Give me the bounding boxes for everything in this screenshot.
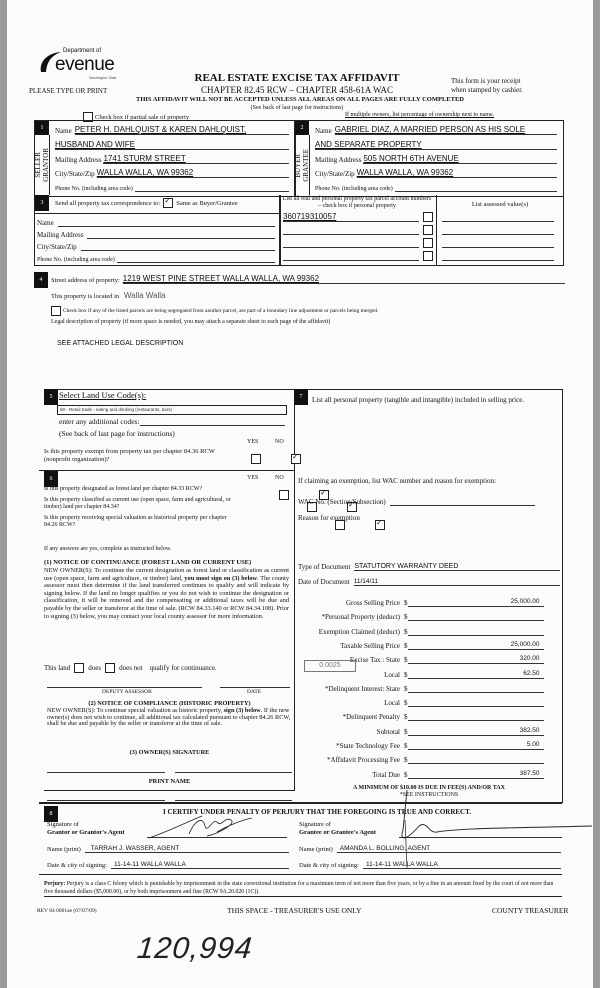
seller-name-field-1[interactable]: PETER H. DAHLQUIST & KAREN DAHLQUIST, (75, 125, 289, 135)
notice-compliance-text (47, 708, 292, 728)
certification-statement: I CERTIFY UNDER PENALTY OF PERJURY THAT THE FOREGOING IS TRUE AND CORRECT. (162, 808, 471, 816)
personal-property-checkbox[interactable] (423, 212, 433, 222)
amount-label: Gross Selling Price (345, 599, 400, 607)
grantee-signature-label (299, 821, 376, 837)
corr-mailing-label: Mailing Address (37, 231, 84, 239)
parcel-row (283, 224, 433, 235)
additional-codes-label: enter any additional codes: (59, 417, 140, 426)
amount-row (298, 625, 560, 636)
amount-label: *Delinquent Penalty (342, 713, 400, 722)
amount-field[interactable]: 25,000.00 (408, 641, 544, 650)
reason-label: Reason for exemption (298, 514, 360, 522)
amount-row (298, 682, 560, 693)
section-number-7: 7 (294, 389, 308, 405)
does-not-label: does not (119, 664, 143, 672)
local-rate-field[interactable]: 0.0025 (304, 660, 356, 672)
perjury-bold: Perjury: (44, 881, 66, 887)
grantor-name-field[interactable]: TARRAH J. WASSER, AGENT (85, 845, 289, 853)
amount-row (298, 596, 560, 607)
amount-label: Excise Tax : State (349, 656, 400, 665)
amount-field[interactable] (408, 712, 544, 721)
personal-property-checkbox[interactable] (423, 225, 433, 235)
street-address-label: Street address of property: (51, 277, 120, 284)
corr-phone-label: Phone No. (including area code) (37, 257, 115, 263)
grantor-date-row (47, 858, 289, 869)
parcel-number-field[interactable]: 360719310057 (283, 212, 419, 222)
partial-sale-label: Check box if partial sale of property (95, 113, 190, 121)
corr-phone-field[interactable] (117, 254, 275, 263)
grantee-sig-label-2: Grantee or Grantee's Agent (299, 829, 376, 836)
amount-field[interactable]: 62.50 (408, 670, 544, 679)
amount-label: Total Due (372, 770, 400, 779)
amount-label: Local (384, 670, 400, 679)
if-yes-instruction: If any answers are yes, complete as instructed below. (44, 546, 172, 552)
located-in-field[interactable]: Walla Walla (123, 291, 166, 300)
amount-field[interactable]: 387.50 (408, 770, 544, 779)
grantee-name-label: Name (print) (299, 846, 333, 853)
section-8-bottom-divider (39, 874, 562, 875)
seller-label: SELLER (34, 152, 42, 178)
assessor-date-label: DATE (247, 689, 262, 695)
yes-header: YES (247, 475, 259, 481)
currency-symbol: $ (404, 670, 408, 679)
doc-date-field[interactable]: 11/14/11 (354, 578, 560, 586)
segregated-label: Check box if any of the listed parcels are being segregated from another parcel, are part of a boundary line adjustment or parcels being merged. (63, 308, 379, 314)
seller-name-field-2[interactable]: HUSBAND AND WIFE (55, 140, 289, 150)
logo-top-text: Department of (63, 48, 102, 54)
buyer-side-label (295, 135, 310, 195)
section-number-8: 8 (44, 806, 58, 822)
owner-signature-line-2[interactable] (175, 772, 292, 773)
currency-symbol: $ (404, 742, 408, 750)
grantor-signature-label (47, 821, 125, 837)
grantee-name-row (299, 842, 561, 853)
buyer-phone-label: Phone No. (including area code) (315, 186, 393, 192)
located-in-label: This property is located in (51, 293, 120, 300)
seller-mailing-row (55, 152, 289, 164)
street-address-field[interactable]: 1219 WEST PINE STREET WALLA WALLA, WA 99362 (123, 274, 565, 284)
buyer-city-field[interactable]: WALLA WALLA, WA 99362 (357, 168, 557, 178)
doc-date-label: Date of Document (298, 578, 350, 586)
perjury-notice (44, 880, 562, 897)
treasurer-use-label: THIS SPACE - TREASURER'S USE ONLY (227, 906, 362, 915)
amount-label: Local (384, 699, 400, 708)
grantee-date-field[interactable]: 11-14-11 WALLA WALLA (363, 861, 561, 869)
amount-label: *State Technology Fee (336, 742, 400, 750)
currency-symbol: $ (404, 713, 408, 722)
currency-symbol: $ (404, 770, 408, 779)
please-type-note: PLEASE TYPE OR PRINT (29, 87, 108, 95)
form-title: REAL ESTATE EXCISE TAX AFFIDAVIT (194, 72, 400, 84)
currency-symbol: $ (404, 613, 408, 622)
amount-field[interactable]: 382.50 (408, 727, 544, 736)
grantor-name-label: Name (print) (47, 846, 81, 853)
amount-field[interactable]: 5.00 (408, 741, 544, 750)
buyer-mailing-label: Mailing Address (315, 156, 362, 164)
land-use-label: Select Land Use Code(s): (59, 390, 147, 400)
notice-continuance-text (44, 567, 289, 620)
section-number-5: 5 (44, 389, 58, 405)
legal-description-field[interactable]: SEE ATTACHED LEGAL DESCRIPTION (57, 340, 184, 347)
buyer-mailing-row (315, 152, 557, 164)
parcel-row (283, 237, 433, 248)
buyer-name-field-2[interactable]: AND SEPARATE PROPERTY (315, 140, 557, 150)
grantor-signature-icon (147, 812, 257, 842)
amount-row (298, 710, 560, 721)
grantor-label: GRANTOR (42, 148, 50, 182)
does-not-qualify-checkbox[interactable] (105, 663, 115, 673)
correspondence-label: Send all property tax correspondence to: (55, 199, 161, 207)
see-instructions: *SEE INSTRUCTIONS (399, 792, 459, 798)
corr-phone-row (37, 252, 275, 263)
amount-label: *Affidavit Processing Fee (327, 756, 400, 765)
minimum-fee-note: A MINIMUM OF $10.00 IS DUE IN FEE(S) AND/OR TAX (353, 785, 505, 791)
handwritten-number: 120,994 (135, 932, 254, 965)
doc-type-field[interactable]: STATUTORY WARRANTY DEED (354, 563, 560, 571)
buyer-label: BUYER (294, 153, 302, 177)
amount-label: Taxable Selling Price (340, 641, 400, 650)
county-treasurer-label: COUNTY TREASURER (492, 906, 569, 915)
wac-label: WAC No. (Section/Subsection) (298, 498, 386, 506)
affidavit-page (7, 0, 593, 988)
amount-field[interactable] (408, 684, 544, 693)
parcel-column-divider (436, 195, 437, 265)
no-header: NO (275, 475, 284, 481)
buyer-name-row (315, 123, 557, 135)
deputy-assessor-label: DEPUTY ASSESSOR (102, 689, 152, 695)
seller-mailing-field[interactable]: 1741 STURM STREET (103, 154, 289, 164)
corr-name-field[interactable] (58, 218, 275, 227)
buyer-phone-row (315, 180, 557, 192)
amount-row (298, 768, 560, 779)
receipt-note-2: when stamped by cashier. (451, 86, 523, 94)
buyer-name-row-2 (315, 138, 557, 150)
forest-yes-checkbox[interactable] (279, 490, 289, 500)
grantor-date-label: Date & city of signing: (47, 862, 107, 869)
parcel-number-field[interactable] (283, 239, 419, 248)
continuance-row (44, 663, 217, 673)
same-as-buyer-checkbox[interactable] (163, 198, 173, 208)
buyer-name-label: Name (315, 127, 332, 135)
buyer-mailing-field[interactable]: 505 NORTH 6TH AVENUE (363, 154, 557, 164)
seller-phone-label: Phone No. (including area code) (55, 186, 133, 192)
seller-name-row-2 (55, 138, 289, 150)
amount-field[interactable]: 25,000.00 (408, 598, 544, 607)
doc-type-row (298, 560, 560, 571)
amount-row (298, 739, 560, 750)
segregated-checkbox[interactable] (51, 306, 61, 316)
amount-field[interactable] (408, 612, 544, 621)
notice-text-b: . The county assessor must then determine if the land transferred continues to qualify and will indicate by signing below. If the land no longer qualifies or you do not wish to continue the designation or classification, it will be removed and the compensating or additional taxes will be due and payable by the seller or transferor at the time of sale. (RCW 84.33.140 or RCW 84.34.108). Prior to signing (3) below, you may contact your local county assessor for more information. (44, 574, 289, 620)
personal-property-checkbox[interactable] (423, 238, 433, 248)
assessed-value-field[interactable] (442, 247, 554, 248)
section-number-6: 6 (44, 471, 58, 487)
exempt-yes-checkbox[interactable] (251, 454, 261, 464)
corr-mailing-field[interactable] (87, 230, 275, 239)
notice2-text-a: NEW OWNER(S): To continue special valuation as historic property, (47, 707, 223, 714)
divider (35, 213, 280, 214)
completion-warning: THIS AFFIDAVIT WILL NOT BE ACCEPTED UNLESS ALL AREAS ON ALL PAGES ARE FULLY COMPLETED (136, 96, 464, 103)
amount-row (298, 696, 560, 707)
corr-city-label: City/State/Zip (37, 243, 77, 251)
grantee-date-row (299, 858, 561, 869)
currency-symbol: $ (404, 684, 408, 693)
section-6-divider (39, 470, 294, 471)
amount-field[interactable] (408, 755, 544, 764)
amount-label: *Delinquent Interest: State (324, 684, 400, 693)
print-name-line-1[interactable] (47, 800, 165, 801)
assessed-value-field[interactable] (442, 234, 554, 235)
currency-symbol: $ (404, 756, 408, 765)
correspondence-section (34, 195, 281, 266)
section-number-1: 1 (35, 121, 49, 135)
does-label: does (88, 664, 102, 672)
exemption-label: If claiming an exemption, list WAC number and reason for exemption: (298, 477, 496, 485)
street-address-row (51, 272, 565, 284)
currency-symbol: $ (404, 699, 408, 708)
dor-logo (37, 46, 117, 86)
seller-city-label: City/State/Zip (55, 170, 95, 178)
seller-name-label: Name (55, 127, 72, 135)
notice-text-a: NEW OWNER(S): To continue the current designation as forest land or classification as current use (open space, farm and agriculture, or timber) land, (44, 567, 289, 582)
current-use-question: Is this property classified as current use (open space, farm and agricultural, or timber) land per chapter 84.34? (44, 497, 231, 510)
currency-symbol: $ (404, 599, 408, 607)
this-land-label: This land (44, 664, 71, 672)
parcels-section (279, 195, 564, 266)
form-subtitle: CHAPTER 82.45 RCW – CHAPTER 458-61A WAC (201, 85, 393, 95)
does-qualify-checkbox[interactable] (74, 663, 84, 673)
buyer-phone-field[interactable] (395, 183, 557, 192)
seller-mailing-label: Mailing Address (55, 156, 102, 164)
additional-codes-field[interactable] (140, 418, 285, 426)
amount-row (298, 639, 560, 650)
grantor-sig-label-1: Signature of (47, 821, 79, 828)
wac-row (298, 496, 558, 506)
multiple-owners-note: If multiple owners, list percentage of ownership next to name. (345, 112, 495, 118)
currency-symbol: $ (404, 727, 408, 736)
currency-symbol: $ (404, 656, 408, 665)
corr-name-label: Name (37, 219, 54, 227)
parcel-number-field[interactable] (283, 226, 419, 235)
grantor-sig-label-2: Grantor or Grantor's Agent (47, 829, 125, 836)
parcel-row (283, 250, 433, 261)
section-number-3: 3 (35, 195, 49, 211)
amount-field[interactable]: 320.00 (408, 655, 544, 664)
amount-row (298, 753, 560, 764)
additional-codes-row (59, 416, 285, 426)
grantee-name-field[interactable]: AMANDA L. BOLLING, AGENT (337, 845, 561, 853)
grantee-sig-label-1: Signature of (299, 821, 331, 828)
grantor-name-row (47, 842, 289, 853)
personal-property-checkbox[interactable] (423, 251, 433, 261)
buyer-city-row (315, 166, 557, 178)
no-header: NO (275, 439, 284, 445)
parcel-row (283, 211, 433, 222)
doc-type-label: Type of Document (298, 563, 351, 571)
owner-signature-label: (3) OWNER(S) SIGNATURE (129, 749, 210, 756)
buyer-name-field-1[interactable]: GABRIEL DIAZ, A MARRIED PERSON AS HIS SOLE (335, 125, 557, 135)
owner-signature-line-1[interactable] (47, 772, 165, 773)
assessed-value-field[interactable] (442, 221, 554, 222)
currency-symbol: $ (404, 627, 408, 636)
assessor-date-line[interactable] (220, 687, 290, 688)
seller-phone-field[interactable] (135, 183, 289, 192)
wac-field[interactable] (390, 498, 535, 506)
print-name-line-2[interactable] (175, 800, 292, 801)
form-revision: REV 84 0001ae (07/07/09) (37, 908, 97, 914)
logo-sub-text: Washington State (89, 76, 117, 80)
forest-land-question: Is this property designated as forest land per chapter 84.33 RCW? (44, 486, 203, 492)
seller-name-row (55, 123, 289, 135)
amount-row (298, 725, 560, 736)
legal-description-label: Legal description of property (if more space is needed, you may attach a separate sheet to each page of the affidavit) (51, 319, 331, 325)
buyer-section (294, 120, 564, 197)
notice-continuance-title: (1) NOTICE OF CONTINUANCE (FOREST LAND OR CURRENT USE) (44, 559, 252, 566)
logo-main-text: evenue (55, 54, 115, 75)
corr-city-row (37, 240, 275, 251)
notice2-bold: sign (3) below (223, 707, 261, 714)
perjury-text: Perjury is a class C felony which is punishable by imprisonment in the state correctional institution for a maximum term of not more than five years, or by a fine in an amount fixed by the court of not more than five thousand dollars ($5,000.00), or by both imprisonment and fine (RCW 9A.20.020 (1C)). (44, 881, 554, 895)
grantee-date-label: Date & city of signing: (299, 862, 359, 869)
correspondence-row (55, 198, 238, 208)
seller-side-label (35, 135, 50, 195)
located-in-row (51, 291, 166, 300)
amount-label: Subtotal (376, 727, 400, 736)
historic-question: Is this property receiving special valuation as historical property per chapter 84.26 RCW? (44, 515, 227, 528)
print-name-label: PRINT NAME (148, 778, 191, 785)
receipt-note-1: This form is your receipt (451, 77, 521, 85)
amount-row (298, 610, 560, 621)
deputy-assessor-signature-line[interactable] (47, 687, 202, 688)
notice-bold: you must sign on (3) below (184, 574, 258, 582)
seller-city-row (55, 166, 289, 178)
personal-property-label: List all personal property (tangible and intangible) included in selling price. (312, 396, 525, 404)
amount-label: Exemption Claimed (deduct) (318, 627, 400, 636)
parcels-header: List all real and personal property tax parcel account numbers – check box if personal property (282, 196, 432, 209)
land-use-select[interactable]: 58 - Retail trade - eating and drinking (restaurants, bars) (57, 405, 287, 415)
section-number-2: 2 (295, 121, 309, 135)
instructions-note: (See back of last page for instructions) (250, 105, 344, 111)
seller-city-field[interactable]: WALLA WALLA, WA 99362 (97, 168, 289, 178)
land-use-instructions: (See back of last page for instructions) (59, 429, 175, 438)
corr-mailing-row (37, 228, 275, 239)
notice2-text-b: . If the new owner(s) does not wish to continue, all additional tax calculated pursuant to chapter 84.26 RCW, shall be due and payable by the seller or transferor at the time of sale. (47, 707, 291, 728)
yes-header: YES (247, 439, 259, 445)
buyer-city-label: City/State/Zip (315, 170, 355, 178)
doc-date-row (298, 575, 560, 586)
qualify-label: qualify for continuance. (149, 664, 217, 672)
section-number-4: 4 (34, 272, 48, 288)
corr-name-row (37, 216, 275, 227)
amount-label: *Personal Property (deduct) (321, 613, 400, 622)
exempt-question: Is this property exempt from property tax per chapter 84.36 RCW (nonprofit organization)? (44, 448, 215, 463)
grantee-label: GRANTEE (302, 148, 310, 182)
assessed-header: List assessed value(s) (471, 201, 529, 208)
parcel-number-field[interactable] (283, 252, 419, 261)
amount-field[interactable] (408, 698, 544, 707)
amount-field[interactable] (408, 627, 544, 636)
seller-phone-row (55, 180, 289, 192)
assessed-value-field[interactable] (442, 260, 554, 261)
currency-symbol: $ (404, 641, 408, 650)
same-as-buyer-label: Same as Buyer/Grantee (176, 199, 238, 207)
segregated-row (51, 306, 378, 316)
seller-section (34, 120, 296, 197)
grantor-date-field[interactable]: 11-14-11 WALLA WALLA (111, 861, 289, 869)
corr-city-field[interactable] (81, 242, 275, 251)
notice-compliance-title: (2) NOTICE OF COMPLIANCE (HISTORIC PROPERTY) (88, 700, 251, 707)
